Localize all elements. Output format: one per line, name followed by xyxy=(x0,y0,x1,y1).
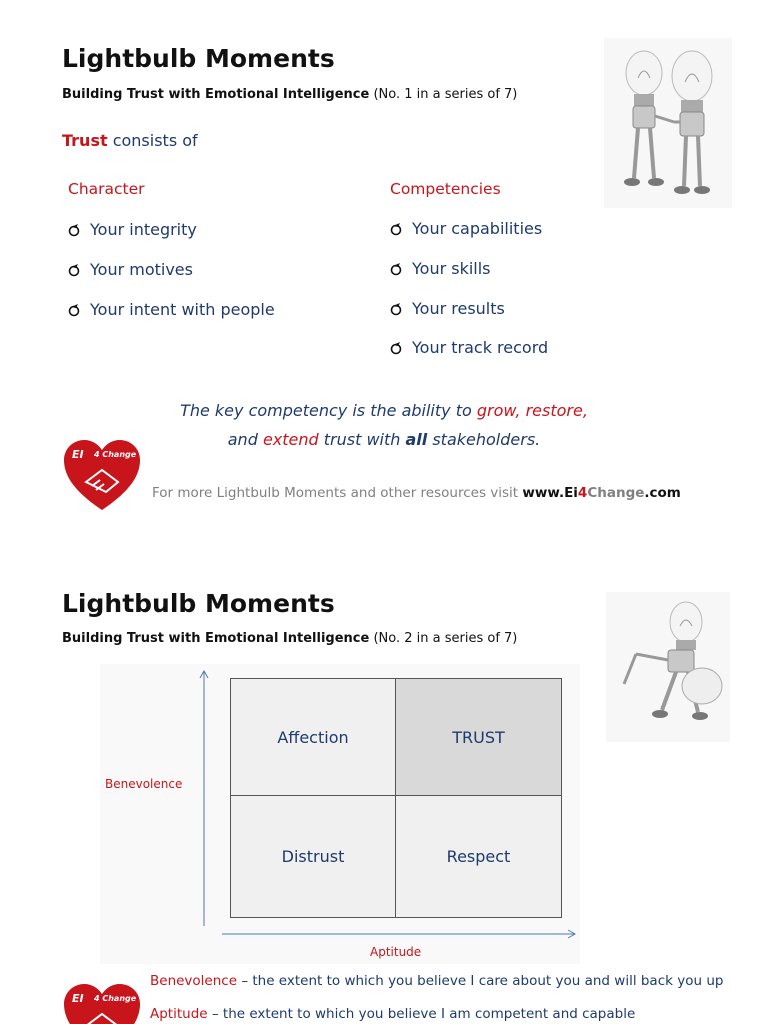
list-item xyxy=(390,338,548,357)
lightbulb-robots-illustration xyxy=(604,38,732,208)
logo-text: EI xyxy=(72,448,84,461)
url-part: Change xyxy=(587,485,645,501)
key-highlight: grow, restore, xyxy=(476,401,588,420)
footer-text: For more Lightbulb Moments and other resources visit xyxy=(152,485,523,501)
ei4change-logo xyxy=(62,436,142,516)
list-item xyxy=(390,219,542,238)
x-axis-label: Aptitude xyxy=(370,945,422,959)
logo-text: EI xyxy=(72,992,84,1005)
key-text: and xyxy=(227,430,263,449)
page-title: Lightbulb Moments xyxy=(62,589,335,618)
lightbulb-robot-illustration xyxy=(606,592,730,742)
quadrant-respect: Respect xyxy=(396,796,561,917)
character-item: Your motives xyxy=(90,260,193,279)
trust-intro xyxy=(62,131,198,150)
list-item xyxy=(390,259,491,278)
key-text: The key competency is the ability to xyxy=(180,401,477,420)
key-text: trust with xyxy=(318,430,406,449)
globe-arrow-icon xyxy=(68,303,82,317)
url-part: .com xyxy=(644,485,681,501)
trust-intro-rest: consists of xyxy=(107,131,198,150)
key-emphasis: all xyxy=(405,430,428,449)
subtitle-series: (No. 2 in a series of 7) xyxy=(369,631,518,646)
y-axis-label: Benevolence xyxy=(105,777,183,791)
competency-item: Your track record xyxy=(412,338,549,357)
logo-text: 4 Change xyxy=(94,450,137,459)
character-heading: Character xyxy=(68,180,145,198)
competency-item: Your results xyxy=(412,299,505,318)
logo-text: 4 Change xyxy=(94,994,137,1003)
definition-text: – the extent to which you believe I care about you and will back you up xyxy=(237,973,724,989)
globe-arrow-icon xyxy=(68,263,82,277)
globe-arrow-icon xyxy=(390,222,404,236)
definition-term: Benevolence xyxy=(150,973,238,989)
key-statement-line-1 xyxy=(0,401,768,420)
definition-term: Aptitude xyxy=(150,1006,208,1022)
footer-resources xyxy=(152,485,681,501)
competency-item: Your skills xyxy=(412,259,491,278)
list-item xyxy=(68,220,197,239)
character-item: Your integrity xyxy=(90,220,197,239)
page-subtitle xyxy=(62,631,517,646)
globe-arrow-icon xyxy=(68,223,82,237)
list-item xyxy=(68,260,193,279)
competencies-heading: Competencies xyxy=(390,180,501,198)
list-item xyxy=(390,299,505,318)
trust-matrix xyxy=(230,678,562,918)
subtitle-series: (No. 1 in a series of 7) xyxy=(369,87,518,102)
list-item xyxy=(68,300,275,319)
quadrant-affection: Affection xyxy=(231,679,396,796)
character-item: Your intent with people xyxy=(90,300,275,319)
page-title: Lightbulb Moments xyxy=(62,44,335,73)
quadrant-distrust: Distrust xyxy=(231,796,396,917)
quadrant-trust: TRUST xyxy=(396,679,561,796)
url-part: www.Ei xyxy=(522,485,578,501)
subtitle-bold: Building Trust with Emotional Intelligence xyxy=(62,87,370,102)
website-link[interactable] xyxy=(522,485,680,501)
key-text: stakeholders. xyxy=(427,430,541,449)
globe-arrow-icon xyxy=(390,341,404,355)
globe-arrow-icon xyxy=(390,262,404,276)
key-highlight: extend xyxy=(262,430,319,449)
page-subtitle xyxy=(62,87,517,102)
definition-benevolence xyxy=(150,973,723,989)
definition-aptitude xyxy=(150,1006,635,1022)
globe-arrow-icon xyxy=(390,302,404,316)
definition-text: – the extent to which you believe I am competent and capable xyxy=(207,1006,636,1022)
ei4change-logo xyxy=(62,980,142,1024)
url-part: 4 xyxy=(577,485,588,501)
trust-keyword: Trust xyxy=(62,131,108,150)
competency-item: Your capabilities xyxy=(412,219,543,238)
subtitle-bold: Building Trust with Emotional Intelligence xyxy=(62,631,370,646)
